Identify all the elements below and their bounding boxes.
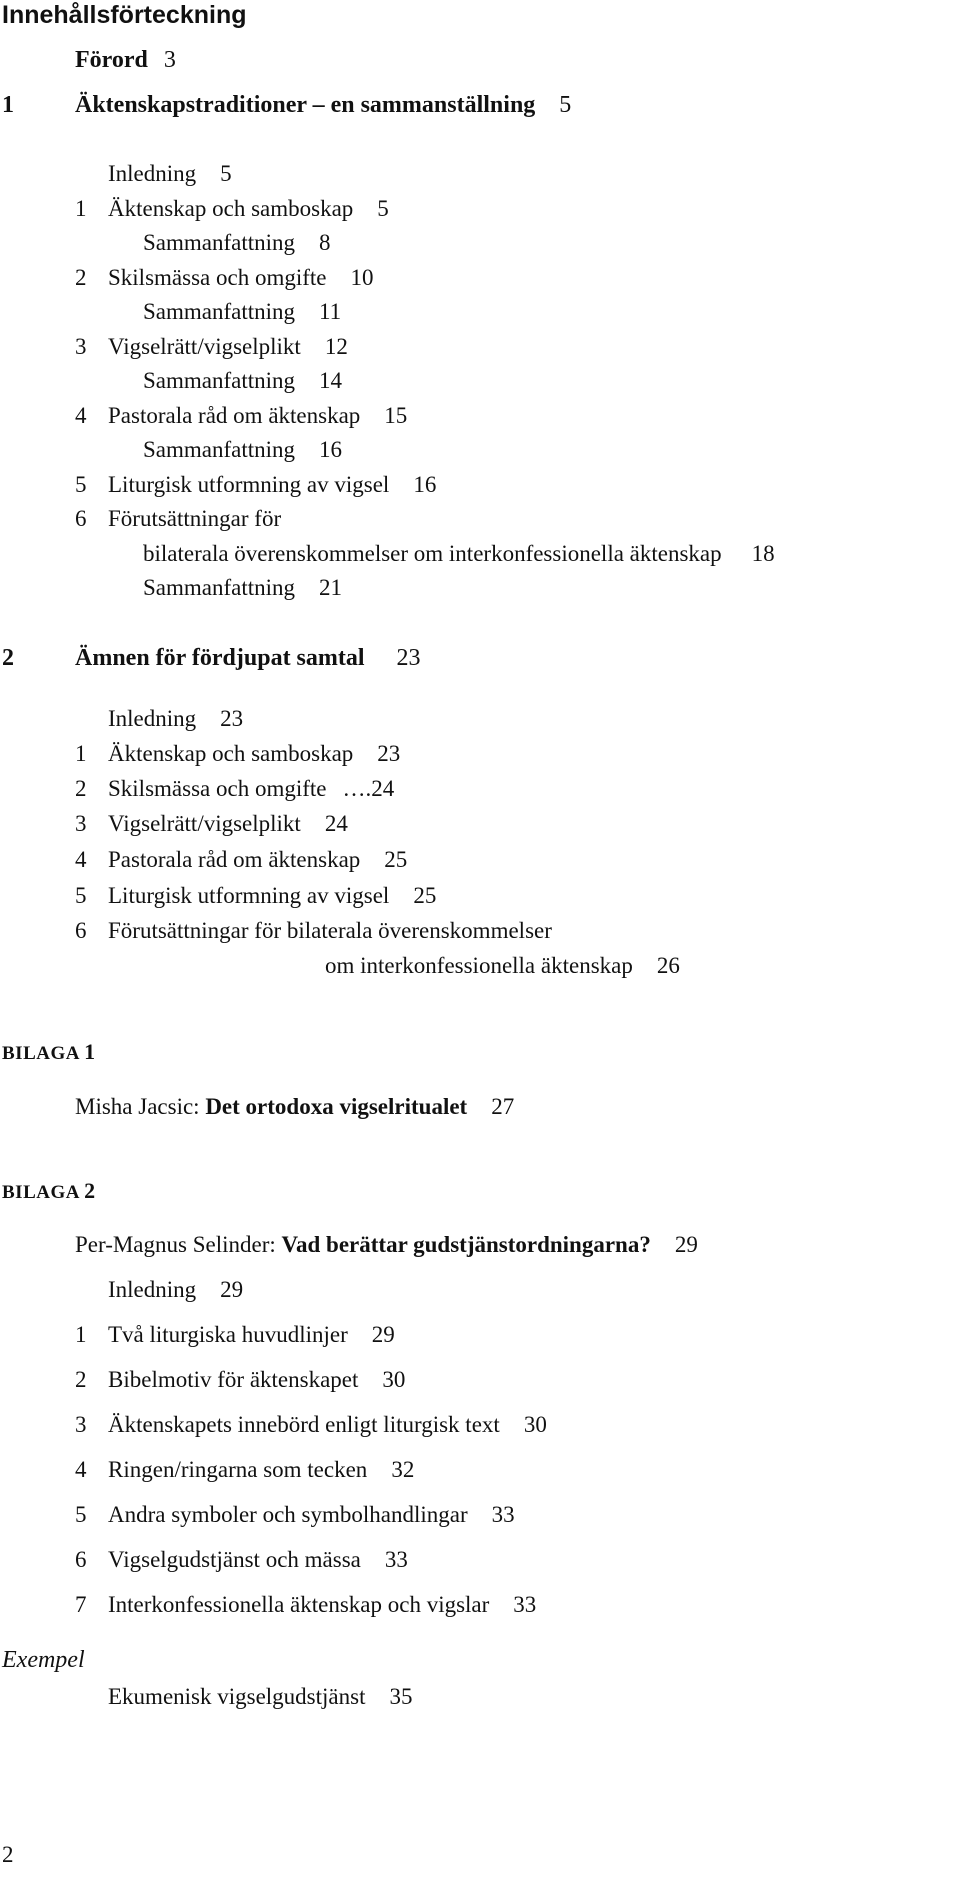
toc-entry[interactable]: Sammanfattning 8 xyxy=(143,230,331,255)
toc-entry[interactable]: 1 Äktenskap och samboskap 23 xyxy=(75,741,401,766)
toc-entry[interactable]: 5 Liturgisk utformning av vigsel 16 xyxy=(75,472,437,497)
chapter-number: 2 xyxy=(2,645,14,671)
appendix-2-heading: BILAGA 2 xyxy=(2,1178,96,1203)
toc-entry[interactable]: 4 Pastorala råd om äktenskap 15 xyxy=(75,403,408,428)
page-number: 2 xyxy=(2,1842,14,1867)
toc-entry[interactable]: Sammanfattning 14 xyxy=(143,368,343,393)
toc-entry[interactable]: 5 Andra symboler och symbolhandlingar 33 xyxy=(75,1502,515,1527)
toc-page: 3 xyxy=(163,47,176,73)
toc-entry[interactable]: 2 Skilsmässa och omgifte 10 xyxy=(75,265,374,290)
chapter-title: Äktenskapstraditioner – en sammanställning 5 xyxy=(75,92,572,118)
toc-entry[interactable]: Inledning 23 xyxy=(108,706,244,731)
toc-label: Förord xyxy=(75,47,148,73)
toc-entry[interactable]: 4 Ringen/ringarna som tecken 32 xyxy=(75,1457,415,1482)
toc-example-entry[interactable]: Ekumenisk vigselgudstjänst 35 xyxy=(108,1684,413,1709)
toc-entry-continued[interactable]: om interkonfessionella äktenskap 26 xyxy=(325,953,680,978)
chapter-number: 1 xyxy=(2,92,14,118)
toc-page: 5 xyxy=(559,92,572,118)
toc-foreword[interactable] xyxy=(75,45,176,75)
toc-entry[interactable]: 3 Äktenskapets innebörd enligt liturgisk text 30 xyxy=(75,1412,547,1437)
toc-entry[interactable]: 2 Bibelmotiv för äktenskapet 30 xyxy=(75,1367,406,1392)
toc-entry[interactable]: 1 Två liturgiska huvudlinjer 29 xyxy=(75,1322,395,1347)
toc-entry[interactable]: 7 Interkonfessionella äktenskap och vigslar 33 xyxy=(75,1592,537,1617)
example-heading: Exempel xyxy=(2,1647,85,1673)
toc-appendix-1[interactable]: Misha Jacsic: Det ortodoxa vigselritualet 27 xyxy=(75,1094,515,1119)
toc-entry[interactable]: Sammanfattning 11 xyxy=(143,299,342,324)
chapter-title: Ämnen för fördjupat samtal 23 xyxy=(75,645,421,671)
toc-entry[interactable]: Sammanfattning 21 xyxy=(143,575,343,600)
toc-entry[interactable]: Sammanfattning 16 xyxy=(143,437,343,462)
toc-entry[interactable]: 3 Vigselrätt/vigselplikt 12 xyxy=(75,334,348,359)
toc-entry[interactable]: 6 Förutsättningar för xyxy=(75,506,282,531)
page-title: Innehållsförteckning xyxy=(2,1,247,29)
toc-chapter-1[interactable] xyxy=(2,90,572,120)
toc-page: 23 xyxy=(396,645,421,671)
toc-entry[interactable]: Inledning 5 xyxy=(108,161,232,186)
toc-entry[interactable]: 6 Förutsättningar för bilaterala överenskommelser xyxy=(75,918,552,943)
toc-entry[interactable]: 1 Äktenskap och samboskap 5 xyxy=(75,196,389,221)
toc-entry[interactable]: 5 Liturgisk utformning av vigsel 25 xyxy=(75,883,437,908)
toc-entry[interactable]: 2 Skilsmässa och omgifte ….24 xyxy=(75,776,395,801)
toc-entry[interactable]: 4 Pastorala råd om äktenskap 25 xyxy=(75,847,408,872)
toc-entry[interactable]: 3 Vigselrätt/vigselplikt 24 xyxy=(75,811,348,836)
toc-entry-continued[interactable]: bilaterala överenskommelser om interkonfessionella äktenskap 18 xyxy=(143,541,775,566)
toc-entry[interactable]: Inledning 29 xyxy=(108,1277,244,1302)
toc-entry[interactable]: 6 Vigselgudstjänst och mässa 33 xyxy=(75,1547,408,1572)
appendix-1-heading: BILAGA 1 xyxy=(2,1039,96,1064)
toc-appendix-2[interactable]: Per-Magnus Selinder: Vad berättar gudstjänstordningarna? 29 xyxy=(75,1232,698,1257)
toc-chapter-2[interactable] xyxy=(2,643,421,673)
